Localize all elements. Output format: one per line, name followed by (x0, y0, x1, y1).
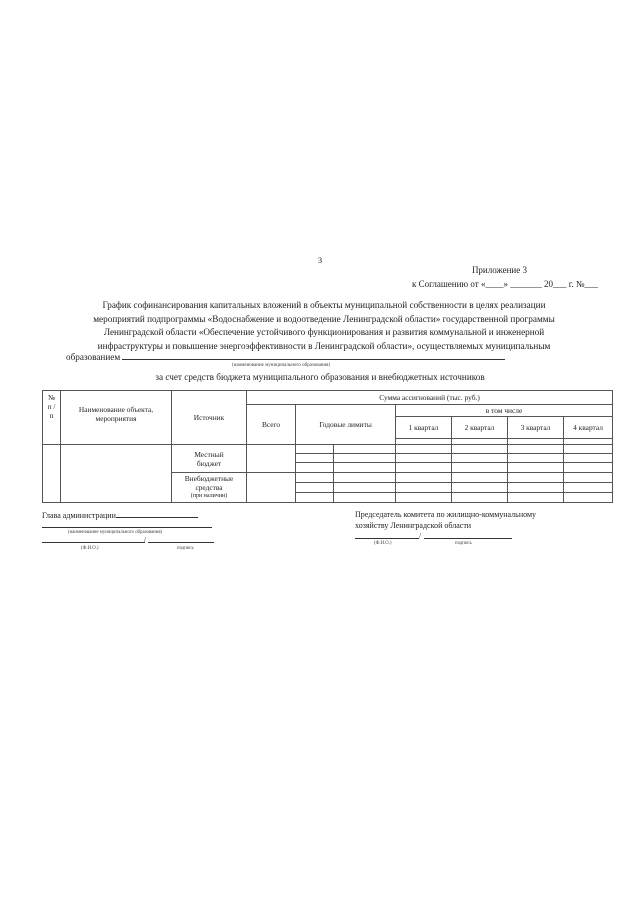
header-object-name-text: Наименование объекта, мероприятия (78, 405, 154, 423)
municipality-hint: (наименование муниципального образования) (232, 363, 331, 368)
data-cell (334, 483, 396, 493)
title-line-4: инфраструктуры и повышение энергоэффективности в Ленинградской области», осуществляемых муниципальным (97, 340, 551, 351)
header-number (43, 391, 61, 445)
left-fio-hint: (Ф.И.О.) (81, 546, 99, 551)
header-q1-text: 1 квартал (408, 423, 439, 432)
header-limits-text: Годовые лимиты (319, 420, 372, 429)
data-cell (296, 473, 334, 483)
left-municipality-hint: (наименование муниципального образования) (68, 530, 163, 535)
data-cell (564, 445, 613, 454)
header-sum-text: Сумма ассигнований (тыс. руб.) (379, 393, 480, 402)
data-cell (396, 473, 452, 483)
header-q2 (452, 417, 508, 439)
data-cell (508, 463, 564, 473)
municipality-fill-line (122, 351, 505, 360)
header-q1 (396, 417, 452, 439)
title-line-5-text: образованием (66, 352, 121, 362)
data-cell (334, 445, 396, 454)
data-cell (564, 483, 613, 493)
page-number: 3 (317, 255, 323, 265)
data-cell (452, 463, 508, 473)
data-cell (396, 463, 452, 473)
left-sign-line (148, 542, 214, 543)
row-object-cell (61, 445, 172, 503)
header-q3-text: 3 квартал (520, 423, 551, 432)
header-number-text: № п / п (47, 393, 56, 420)
data-cell (334, 493, 396, 503)
total-local-cell (247, 445, 296, 473)
header-q3 (508, 417, 564, 439)
data-cell (296, 454, 334, 463)
data-cell (452, 473, 508, 483)
header-source-text: Источник (193, 413, 225, 422)
data-cell (296, 483, 334, 493)
header-object-name (61, 391, 172, 445)
header-total (247, 405, 296, 445)
data-cell (452, 445, 508, 454)
left-separator: / (144, 536, 146, 544)
data-cell (564, 454, 613, 463)
document-title (36, 299, 612, 353)
row-source-extra (172, 473, 247, 503)
title-line-3: Ленинградской области «Обеспечение устойчивого функционирования и развития коммунальной и инженерной (103, 327, 545, 337)
municipality-line (42, 527, 212, 528)
committee-chair-signature (355, 509, 536, 531)
data-cell (334, 473, 396, 483)
data-cell (396, 454, 452, 463)
header-source (172, 391, 247, 445)
data-cell (508, 454, 564, 463)
head-name-line (116, 509, 198, 518)
right-sign-line (424, 538, 512, 539)
header-total-text: Всего (261, 420, 281, 429)
data-cell (296, 493, 334, 503)
row-source-local (172, 445, 247, 473)
header-including (396, 405, 613, 417)
data-cell (452, 493, 508, 503)
agreement-reference: к Соглашению от «____» _______ 20___ г. №___ (412, 279, 598, 289)
data-cell (564, 473, 613, 483)
committee-chair-label-1: Председатель комитета по жилищно-коммунальному (355, 510, 537, 519)
cofinancing-table (42, 390, 613, 503)
head-of-administration-signature (42, 509, 198, 520)
total-extra-cell (247, 473, 296, 503)
row-source-extra-text: Внебюджетные средства (184, 474, 234, 492)
row-number-cell (43, 445, 61, 503)
data-cell (508, 493, 564, 503)
header-q4-text: 4 квартал (573, 423, 603, 432)
data-cell (334, 463, 396, 473)
header-limits (296, 405, 396, 445)
left-sign-hint: подпись (177, 546, 194, 551)
data-cell (396, 493, 452, 503)
data-cell (452, 454, 508, 463)
data-cell (564, 463, 613, 473)
data-cell (508, 473, 564, 483)
funding-line: за счет средств бюджета муниципального образования и внебюджетных источников (155, 372, 485, 382)
left-fio-line (42, 542, 145, 543)
data-cell (508, 483, 564, 493)
header-q2-text: 2 квартал (464, 423, 495, 432)
data-cell (334, 454, 396, 463)
right-fio-hint: (Ф.И.О.) (374, 541, 392, 546)
data-cell (508, 445, 564, 454)
header-q4 (564, 417, 613, 439)
head-of-administration-label: Глава администрации (42, 511, 116, 520)
data-cell (296, 445, 334, 454)
right-sign-hint: подпись (455, 541, 472, 546)
header-including-text: в том числе (485, 406, 523, 415)
row-source-local-text: Местный бюджет (194, 449, 224, 468)
data-cell (396, 483, 452, 493)
data-cell (396, 445, 452, 454)
data-cell (296, 463, 334, 473)
row-source-extra-note: (при наличии) (190, 493, 228, 499)
data-cell (452, 483, 508, 493)
title-line-5 (36, 351, 505, 362)
appendix-label: Приложение 3 (471, 265, 527, 275)
committee-chair-label-2: хозяйству Ленинградской области (355, 521, 472, 530)
header-sum (247, 391, 613, 405)
title-line-1: График софинансирования капитальных вложений в объекты муниципальной собственности в целях реализации (102, 300, 546, 310)
title-line-2: мероприятий подпрограммы «Водоснабжение и водоотведение Ленинградской области» государственной программы (93, 313, 555, 324)
right-fio-line (355, 538, 419, 539)
data-cell (564, 493, 613, 503)
right-separator: / (419, 532, 421, 540)
